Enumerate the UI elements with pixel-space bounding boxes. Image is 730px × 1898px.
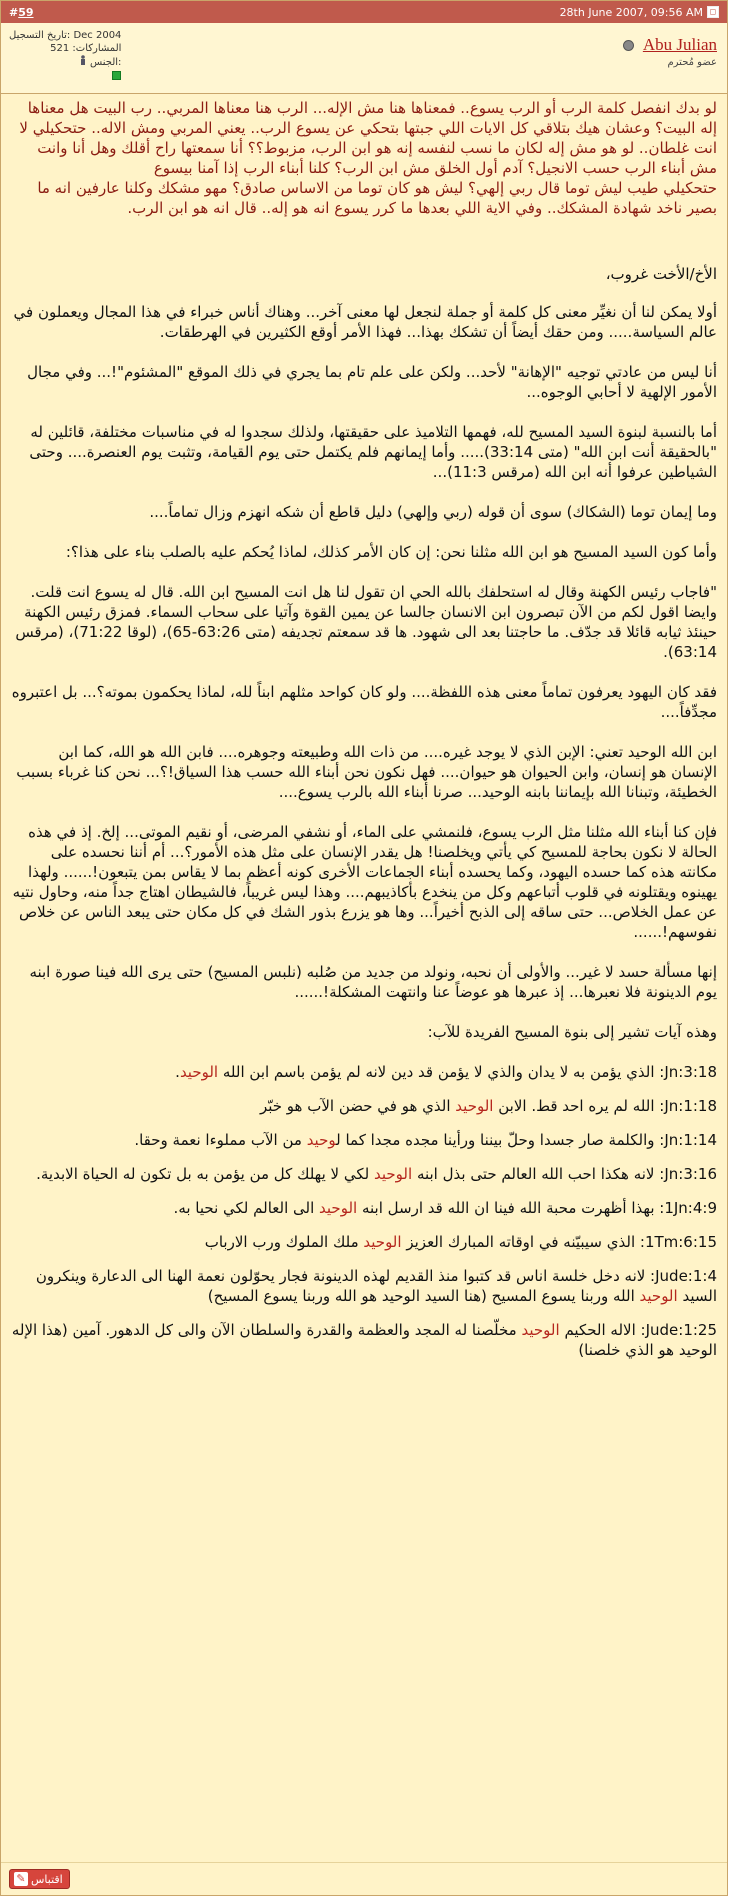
verse-text-end: مخلّصنا له المجد والعظمة والقدرة والسلطان الآن والى كل الدهور. آمين (هذا الإله الوحيد هو الذي خلصنا)	[11, 1321, 717, 1359]
verse-text: : الذي سيبيّنه في اوقاته المبارك العزيز	[406, 1233, 645, 1251]
online-status-row	[9, 69, 121, 84]
post-paragraph: "فاجاب رئيس الكهنة وقال له استحلفك بالله الحي ان تقول لنا هل انت المسيح ابن الله. قال له يسوع انت قلت. وايضا اقول لكم من الآن تبصرون ابن الانسان جالسا عن يمين القوة وآتيا على سحاب السماء. فمزق رئيس الكهنة حينئذ ثيابه قائلا قد جدّف. ما حاجتنا بعد الى شهود. ها قد سمعتم تجديفه (متى 63:26-65)، (لوقا 71:22)، (مرقس 63:14).	[15, 583, 717, 661]
verse-ref: Jn:1:18	[664, 1097, 717, 1115]
verse-text-end: الى العالم لكي نحيا به.	[173, 1199, 320, 1217]
user-info	[9, 29, 121, 84]
verse-ref: 1Tm:6:15	[644, 1233, 717, 1251]
verse	[11, 1164, 717, 1184]
username-link[interactable]: Abu Julian	[642, 35, 717, 54]
post-paragraph: أما بالنسبة لبنوة السيد المسيح لله، فهمها التلاميذ على حقيقتها، ولذلك سجدوا له في مناسبات مختلفة، قائلين له "بالحقيقة أنت ابن الله" (متى 33:14)..... وأما إيمانهم فلم يكتمل حتى يوم القيامة، وتثبت يوم العنصرة.... وحتى الشياطين عرفوا أنه ابن الله (مرقس 11:3)...	[29, 423, 717, 481]
verse-ref: Jude:1:25	[645, 1321, 717, 1339]
verse-text: : الله لم يره احد قط. الابن	[498, 1097, 665, 1115]
verse	[11, 1198, 717, 1218]
post-number-link[interactable]	[9, 6, 34, 19]
verse-ref: Jn:3:18	[664, 1063, 717, 1081]
post-paragraph: ابن الله الوحيد تعني: الإبن الذي لا يوجد غيره.... من ذات الله وطبيعته وجوهره.... فابن الله هو الله، كما ابن الإنسان هو إنسان، وابن الحيوان هو حيوان.... فهل نكون نحن أبناء الله حسب هذا السياق!؟... نحن كنا غرباء بسبب الخطيئة، وتبنانا الله بإيماننا بابنه الوحيد... صرنا أبناء الله بالرب يسوع....	[16, 743, 717, 801]
quote-button[interactable]	[9, 1869, 70, 1889]
gender-label: الجنس:	[90, 57, 122, 68]
offline-status-icon	[623, 40, 634, 51]
verse-ref: 1Jn:4:9	[664, 1199, 717, 1217]
post-footer	[1, 1862, 727, 1895]
quote-icon: ✎	[14, 1872, 28, 1886]
verse-highlight: الوحيد	[521, 1321, 560, 1339]
quoted-text	[11, 98, 717, 218]
verse	[11, 1062, 717, 1082]
verse-highlight: الوحيد	[373, 1165, 413, 1183]
verse-text: : الذي يؤمن به لا يدان والذي لا يؤمن قد دين لانه لم يؤمن باسم ابن الله	[222, 1063, 665, 1081]
quoted-paragraph: لو بدك انفصل كلمة الرب أو الرب يسوع.. فمعناها هنا مش الإله... الرب هنا معناها المربي.. رب البيت هل معناها إله البيت؟ وعشان هيك بتلاقي كل الايات اللي جبتها بتحكي عن يسوع الرب.. يعني المربي ومش الاله.. حتحكيلي لا انت غلطان.. لو هو مش إله لكان ما نسب لنفسه إنه هو ابن الرب، مزبوط؟؟ أنا سمعتها راح أقلك وهل أنا وانت مش أبناء الرب حسب الانجيل؟ آدم أول الخلق مش ابن الرب؟ كلنا أبناء الرب إذا آمنا بيسوع	[19, 99, 717, 177]
post-icon: ◻	[707, 6, 719, 18]
username-block	[623, 35, 717, 68]
male-icon	[79, 55, 87, 65]
verse-ref: Jn:1:14	[664, 1131, 717, 1149]
verse	[11, 1096, 717, 1116]
verse-highlight: الوحيد	[319, 1199, 358, 1217]
verse	[11, 1130, 717, 1150]
user-bar	[1, 23, 727, 94]
verse-highlight: وحيد	[306, 1131, 337, 1149]
post-paragraph: الأخ/الأخت غروب،	[605, 265, 717, 283]
verse-text-end: من الآب مملوءا نعمة وحقا.	[134, 1131, 307, 1149]
verse-text: : بهذا أظهرت محبة الله فينا ان الله قد ارسل ابنه	[361, 1199, 665, 1217]
verse-text-end: .	[175, 1063, 180, 1081]
verse-text-end: ملك الملوك ورب الارباب	[204, 1233, 364, 1251]
post-paragraph: أنا ليس من عادتي توجيه "الإهانة" لأحد... ولكن على علم تام بما يجري في ذلك الموقع "المشئوم"!... وفي مجال الأمور الإلهية لا أحابي الوجوه...	[27, 363, 717, 401]
quote-button-label: اقتباس	[31, 1872, 63, 1886]
post-header	[1, 1, 727, 23]
post-paragraph: إنها مسألة حسد لا غير... والأولى أن نحبه، ونولد من جديد من صُلبه (نلبس المسيح) حتى يرى الله فينا صورة ابنه يوم الدينونة فلا نعبرها... إذ عبرها هو عوضاً عنا وانتهت المشكلة!......	[29, 963, 717, 1001]
verse-text: : والكلمة صار جسدا وحلّ بيننا ورأينا مجده مجدا كما ل	[336, 1131, 665, 1149]
verse-text: : لانه دخل خلسة اناس قد كتبوا منذ القديم لهذه الدينونة فجار يحوّلون نعمة الهنا الى الدعارة وينكرون السيد	[35, 1267, 717, 1305]
verse-ref: Jn:3:16	[664, 1165, 717, 1183]
verse	[11, 1232, 717, 1252]
post-date-block	[560, 6, 719, 19]
post-paragraph: فقد كان اليهود يعرفون تماماً معنى هذه اللفظة.... ولو كان كواحد مثلهم ابناً لله، لماذا يحكمون بموته؟... بل اعتبروه مجدِّفاً....	[11, 683, 717, 721]
post-date: 28th June 2007, 09:56 AM	[559, 5, 703, 19]
verse-ref: Jude:1:4	[655, 1267, 717, 1285]
post-number[interactable]: 59	[18, 5, 34, 19]
post-count: المشاركات: 521	[50, 43, 122, 54]
post-paragraph: فإن كنا أبناء الله مثلنا مثل الرب يسوع، فلنمشي على الماء، أو نشفي المرضى، أو نقيم الموتى... إلخ. إذ في هذه الحالة لا نكون بحاجة للمسيح كي يأتي ويخلصنا! هل يقدر الإنسان على مثل هذه الأمور؟... أم أننا نحسده على مكانته هذه كما حسده اليهود، وكما يحسده أبناء الجماعات الأخرى كونه أعظم بما لا يقاس بمن يتبعون!...... ولهذا يهينوه ويقتلونه في قلوب أتباعهم وكل من ينخدع بأكاذيبهم.... وهذا ليس غريباً، فالشيطان اهتاج جداً منه، وحاول نتيه عن عمل الخلاص... حتى ساقه إلى الذبح أخيراً... وها هو يزرع بذور الشك في كل مكان حتى يبعد الناس عن خلاص نفوسهم!......	[12, 823, 717, 941]
gender-row	[9, 55, 121, 69]
post-paragraph: وهذه آيات تشير إلى بنوة المسيح الفريدة للآب:	[427, 1023, 717, 1041]
verse-text: : الاله الحكيم	[564, 1321, 646, 1339]
post-paragraph: أولا يمكن لنا أن نغيِّر معنى كل كلمة أو جملة لنجعل لها معنى آخر... وهناك أناس خبراء في هذا المجال ويعملون في عالم السياسة..... ومن حقك أيضاً أن تشكك بهذا... فهذا الأمر أوقع الكثيرين في الهرطقات.	[13, 303, 717, 341]
verse	[11, 1266, 717, 1306]
quoted-paragraph: حتحكيلي طيب ليش توما قال ربي إلهي؟ ليش هو كان توما من الاساس صادق؟ مهو مشكك وكلنا عارفين انه ما بصير ناخد شهادة المشكك.. وفي الاية اللي بعدها ما كرر يسوع انه هو إله.. قال انه هو ابن الرب.	[37, 179, 717, 217]
post-paragraph: وما إيمان توما (الشكاك) سوى أن قوله (ربي وإلهي) دليل قاطع أن شكه انهزم وزال تماماً....	[149, 503, 717, 521]
post-prefix: #	[9, 5, 19, 19]
user-title: عضو مُحترم	[667, 57, 717, 68]
verse-text: : لانه هكذا احب الله العالم حتى بذل ابنه	[416, 1165, 665, 1183]
post-content	[1, 94, 727, 1360]
post-paragraph: وأما كون السيد المسيح هو ابن الله مثلنا نحن: إن كان الأمر كذلك، لماذا يُحكم عليه بالصلب بناء على هذا؟:	[65, 543, 717, 561]
verse-highlight: الوحيد	[179, 1063, 219, 1081]
verse-text-end: الله وربنا يسوع المسيح (هنا السيد الوحيد هو الله وربنا يسوع المسيح)	[207, 1287, 640, 1305]
verse-highlight: الوحيد	[639, 1287, 678, 1305]
verse-highlight: الوحيد	[363, 1233, 402, 1251]
verse	[11, 1320, 717, 1360]
online-status-icon	[112, 71, 121, 80]
verse-text-end: الذي هو في حضن الآب هو خبّر	[259, 1097, 456, 1115]
join-date: تاريخ التسجيل: Dec 2004	[9, 30, 122, 41]
verse-highlight: الوحيد	[455, 1097, 494, 1115]
verse-text-end: لكي لا يهلك كل من يؤمن به بل تكون له الحياة الابدية.	[36, 1165, 374, 1183]
